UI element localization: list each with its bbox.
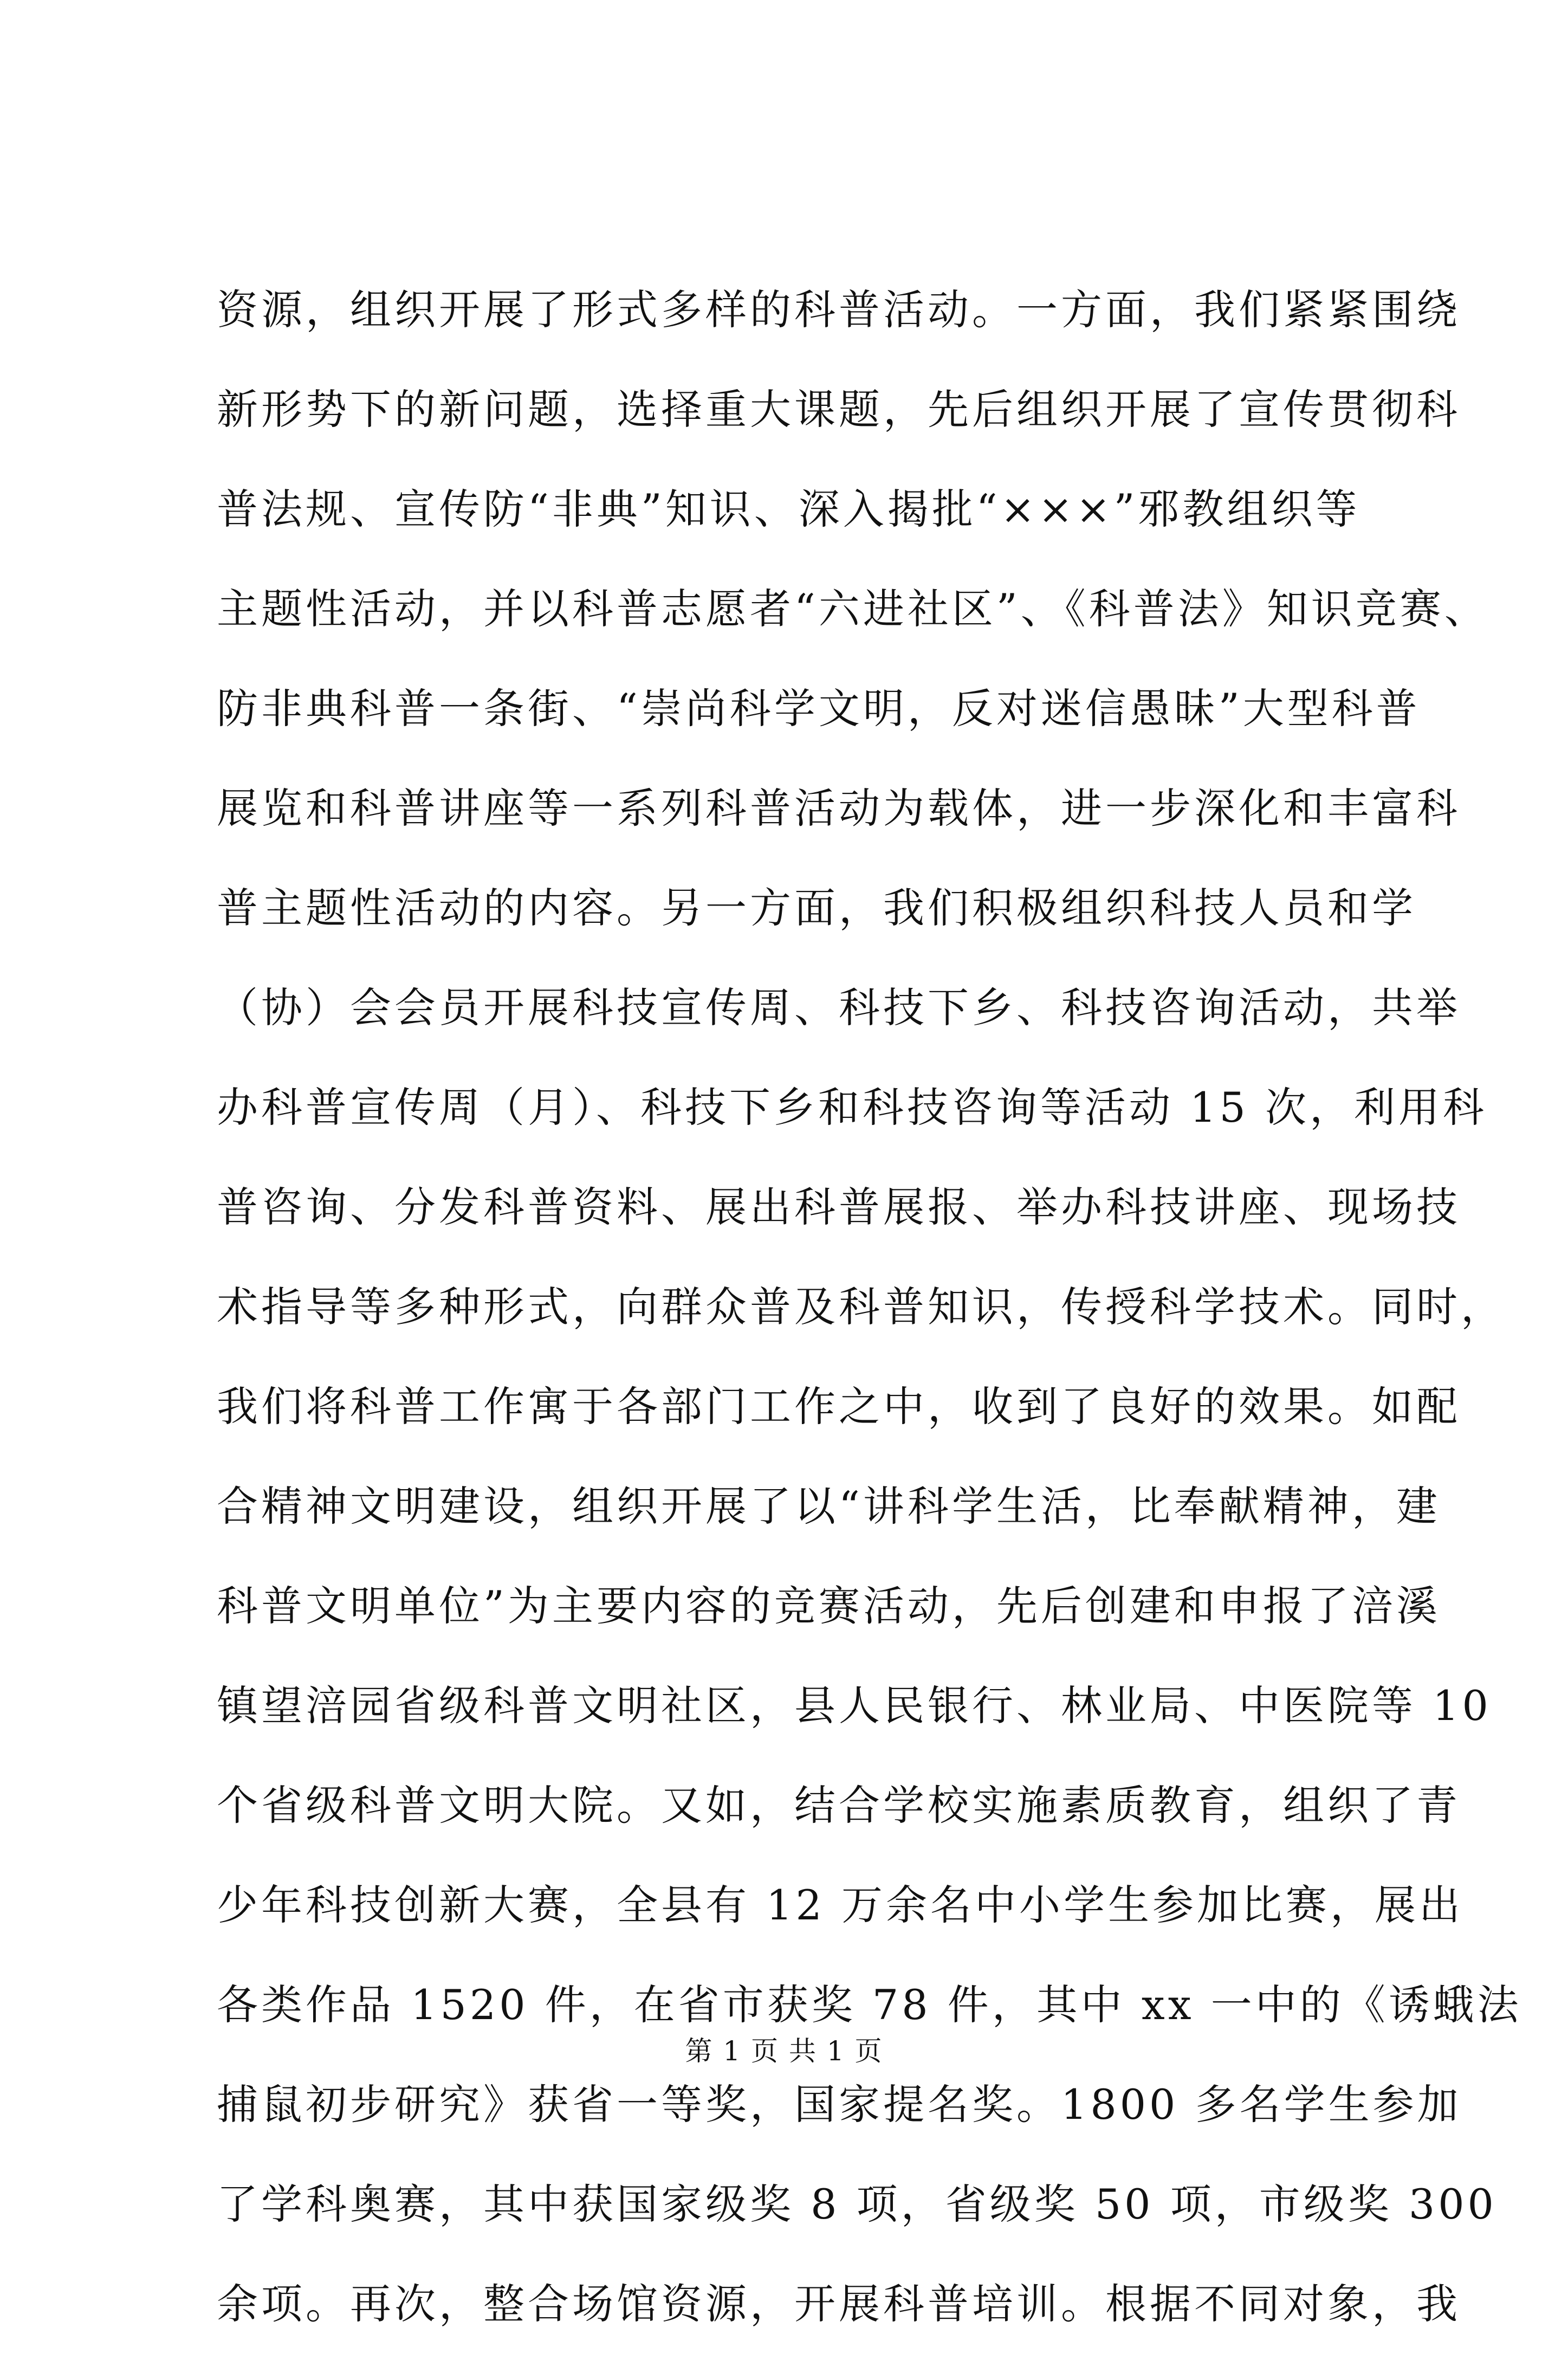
text-line: （协）会会员开展科技宣传周、科技下乡、科技咨询活动，共举 — [217, 984, 1461, 1032]
text-line: 展览和科普讲座等一系列科普活动为载体，进一步深化和丰富科 — [217, 784, 1461, 832]
text-line: 我们将科普工作寓于各部门工作之中，收到了良好的效果。如配 — [217, 1382, 1461, 1431]
page-footer — [0, 2032, 1568, 2070]
text-line: 科普文明单位”为主要内容的竞赛活动，先后创建和申报了涪溪 — [217, 1582, 1441, 1630]
text-line: 镇望涪园省级科普文明社区，县人民银行、林业局、中医院等 10 — [217, 1682, 1492, 1730]
text-line: 普咨询、分发科普资料、展出科普展报、举办科技讲座、现场技 — [217, 1183, 1461, 1231]
text-line: 资源，组织开展了形式多样的科普活动。一方面，我们紧紧围绕 — [217, 286, 1461, 334]
text-line: 办科普宣传周（月）、科技下乡和科技咨询等活动 15 次，利用科 — [217, 1083, 1488, 1131]
text-line: 各类作品 1520 件，在省市获奖 78 件，其中 xx 一中的《诱蛾法 — [217, 1981, 1522, 2029]
text-line: 新形势下的新问题，选择重大课题，先后组织开展了宣传贯彻科 — [217, 385, 1461, 434]
text-line: 了学科奥赛，其中获国家级奖 8 项，省级奖 50 项，市级奖 300 — [217, 2180, 1497, 2228]
text-line: 个省级科普文明大院。又如，结合学校实施素质教育，组织了青 — [217, 1781, 1461, 1829]
text-line: 主题性活动，并以科普志愿者“六进社区”、《科普法》知识竞赛、 — [217, 585, 1489, 633]
text-line: 捕鼠初步研究》获省一等奖，国家提名奖。1800 多名学生参加 — [217, 2080, 1462, 2129]
text-line: 防非典科普一条街、“崇尚科学文明，反对迷信愚昧”大型科普 — [217, 684, 1421, 733]
text-line: 普主题性活动的内容。另一方面，我们积极组织科技人员和学 — [217, 884, 1416, 932]
text-line: 合精神文明建设，组织开展了以“讲科学生活，比奉献精神，建 — [217, 1482, 1441, 1530]
page-number-label: 第 1 页 共 1 页 — [685, 2035, 883, 2067]
text-line: 余项。再次，整合场馆资源，开展科普培训。根据不同对象，我 — [217, 2280, 1461, 2328]
text-line: 普法规、宣传防“非典”知识、深入揭批“×××”邪教组织等 — [217, 485, 1360, 533]
text-line: 少年科技创新大赛，全县有 12 万余名中小学生参加比赛，展出 — [217, 1881, 1464, 1929]
text-line: 术指导等多种形式，向群众普及科普知识，传授科学技术。同时， — [217, 1283, 1505, 1331]
